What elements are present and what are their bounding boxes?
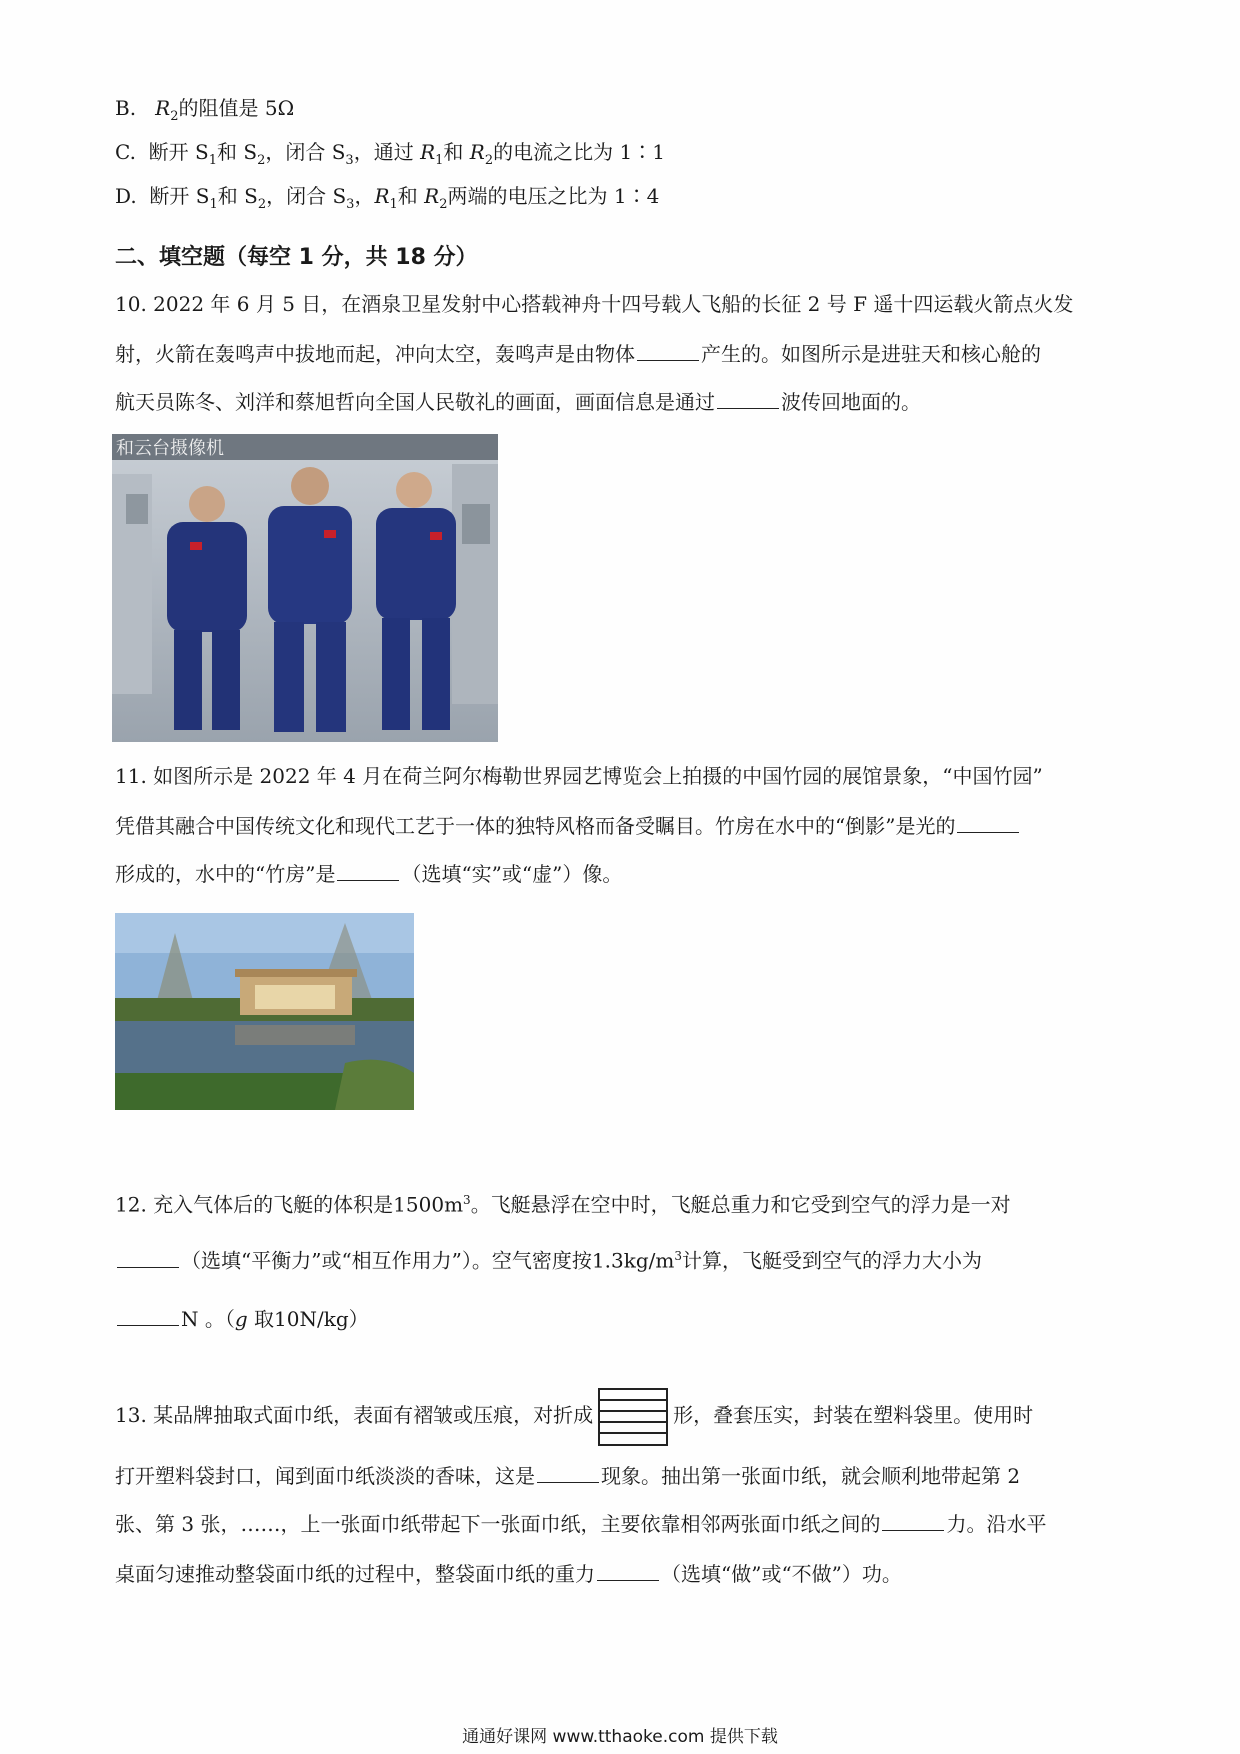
answer-blank bbox=[957, 812, 1019, 833]
answer-blank bbox=[117, 1305, 179, 1326]
option-b: B. $R_2$的阻值是 5Ω bbox=[115, 96, 295, 124]
q13-line-1: 13. 某品牌抽取式面巾纸，表面有褶皱或压痕，对折成 形，叠套压实，封装在塑料袋里。使用时 bbox=[115, 1384, 1033, 1446]
answer-blank bbox=[117, 1247, 179, 1268]
q10-line-3: 航天员陈冬、刘洋和蔡旭哲向全国人民敬礼的画面，画面信息是通过 波传回地面的。 bbox=[115, 390, 921, 414]
q13-line-2: 打开塑料袋封口，闻到面巾纸淡淡的香味，这是 现象。抽出第一张面巾纸，就会顺利地带起第 2 bbox=[115, 1464, 1021, 1488]
page-footer: 通通好课网 www.tthaoke.com 提供下载 bbox=[462, 1727, 778, 1747]
photo-caption: 和云台摄像机 bbox=[116, 438, 224, 459]
q11-line-2: 凭借其融合中国传统文化和现代工艺于一体的独特风格而备受瞩目。竹房在水中的“倒影”是光的 bbox=[115, 812, 1021, 840]
q13-line-3: 张、第 3 张，……，上一张面巾纸带起下一张面巾纸，主要依靠相邻两张面巾纸之间的 力。沿水平 bbox=[115, 1512, 1047, 1536]
option-d: D. 断开 $S_1$和 $S_2$，闭合 $S_3$，$R_1$和 $R_2$两端的电压之比为 1∶4 bbox=[115, 184, 660, 212]
answer-blank bbox=[717, 388, 779, 409]
q12-line-2: （选填“平衡力”或“相互作用力”）。空气密度按$1.3kg/m^3$计算，飞艇受到空气的浮力大小为 bbox=[115, 1242, 982, 1275]
answer-blank bbox=[337, 860, 399, 881]
option-c: C. 断开 $S_1$和 $S_2$，闭合 $S_3$，通过 $R_1$和 $R_2$的电流之比为 1∶1 bbox=[115, 140, 665, 168]
q10-line-2: 射，火箭在轰鸣声中拔地而起，冲向太空，轰鸣声是由物体 产生的。如图所示是进驻天和核心舱的 bbox=[115, 342, 1041, 366]
astronauts-photo bbox=[112, 434, 498, 742]
bamboo-pavilion-photo bbox=[115, 913, 414, 1110]
section-heading: 二、填空题（每空 1 分，共 18 分） bbox=[115, 245, 478, 270]
answer-blank bbox=[537, 1462, 599, 1483]
answer-blank bbox=[597, 1560, 659, 1581]
folded-tissue-icon bbox=[595, 1386, 671, 1448]
q11-line-1: 11. 如图所示是 2022 年 4 月在荷兰阿尔梅勒世界园艺博览会上拍摄的中国竹园的展馆景象，“中国竹园” bbox=[115, 764, 1043, 788]
q12-line-1: 12. 充入气体后的飞艇的体积是$1500m^3$。飞艇悬浮在空中时，飞艇总重力和它受到空气的浮力是一对 bbox=[115, 1192, 1011, 1217]
q10-line-1: 10. 2022 年 6 月 5 日，在酒泉卫星发射中心搭载神舟十四号载人飞船的长征 2 号 F 遥十四运载火箭点火发 bbox=[115, 292, 1074, 316]
answer-blank bbox=[882, 1510, 944, 1531]
q13-line-4: 桌面匀速推动整袋面巾纸的过程中，整袋面巾纸的重力 （选填“做”或“不做”）功。 bbox=[115, 1562, 902, 1586]
answer-blank bbox=[637, 340, 699, 361]
q12-line-3: N 。（g 取10N/kg） bbox=[115, 1305, 369, 1333]
q11-line-3: 形成的，水中的“竹房”是 （选填“实”或“虚”）像。 bbox=[115, 862, 623, 886]
